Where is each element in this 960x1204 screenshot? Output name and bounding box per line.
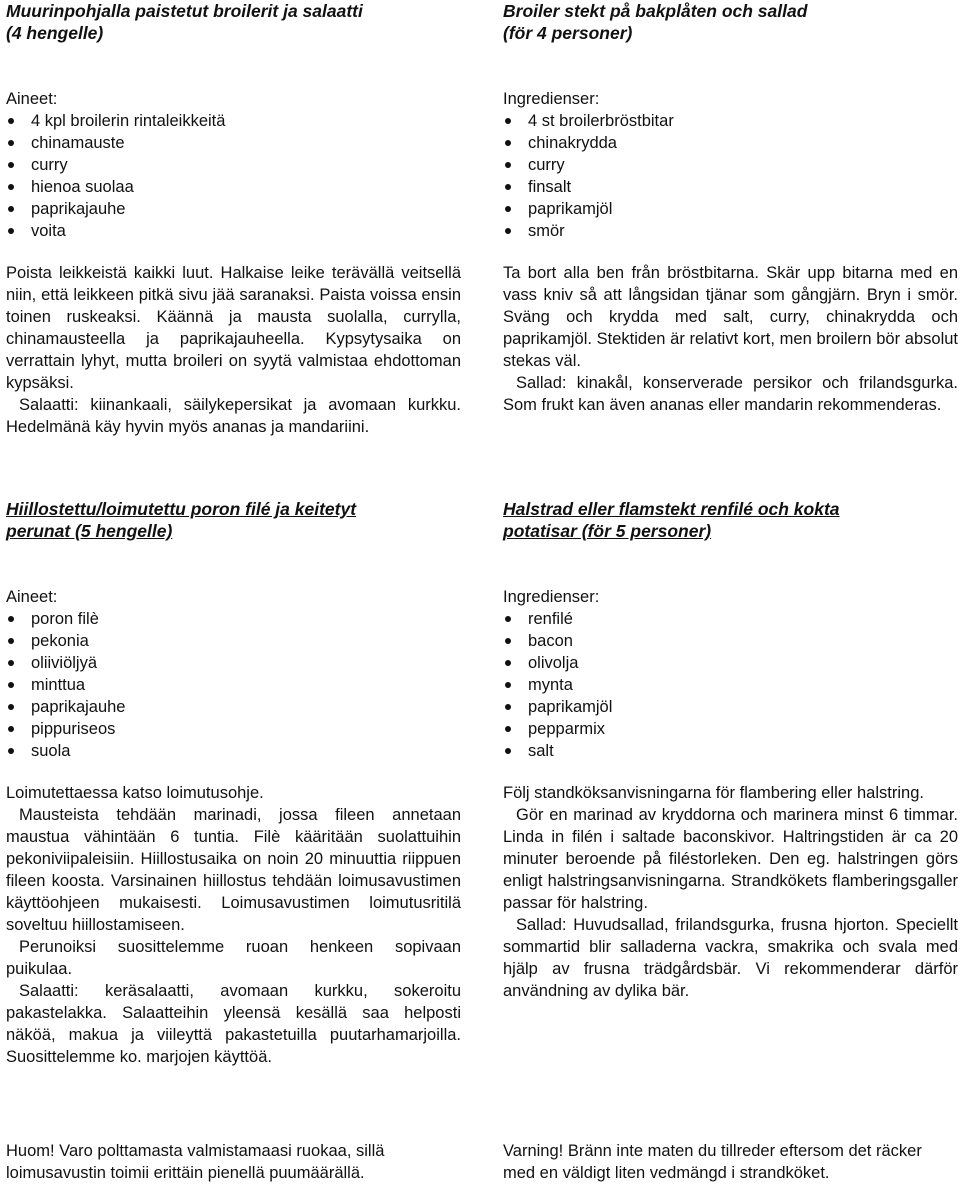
ingredient-item: pepparmix (503, 718, 958, 740)
ingredient-item: mynta (503, 674, 958, 696)
warning-fi (6, 1140, 461, 1184)
recipe-reindeer-fi (6, 498, 461, 1068)
ingredient-item: chinakrydda (503, 132, 958, 154)
bullet-icon (505, 616, 511, 622)
ingredient-item: smör (503, 220, 958, 242)
ingredient-item: olivolja (503, 652, 958, 674)
bullet-icon (8, 704, 14, 710)
bullet-icon (505, 660, 511, 666)
ingredient-item: pippuriseos (6, 718, 461, 740)
ingredient-item: paprikajauhe (6, 696, 461, 718)
ingredient-item: suola (6, 740, 461, 762)
ingredient-item: 4 st broilerbröstbitar (503, 110, 958, 132)
ingredient-item: 4 kpl broilerin rintaleikkeitä (6, 110, 461, 132)
ingredient-list (6, 608, 461, 762)
ingredient-item: oliiviöljyä (6, 652, 461, 674)
warning-text: Varning! Bränn inte maten du tillreder eftersom det räcker med en väldigt liten vedmängd i strandköket. (503, 1142, 922, 1182)
instruction-paragraph: Salaatti: kiinankaali, säilykepersikat ja avomaan kurkku. Hedelmänä käy hyvin myös ananas ja mandariini. (6, 396, 461, 436)
ingredient-item: paprikamjöl (503, 696, 958, 718)
bullet-icon (505, 162, 511, 168)
bullet-icon (8, 162, 14, 168)
bullet-icon (8, 140, 14, 146)
bullet-icon (8, 682, 14, 688)
bullet-icon (8, 638, 14, 644)
recipe-reindeer-sv (503, 498, 958, 1002)
recipe-title: Hiillostettu/loimutettu poron filé ja keitetyt perunat (5 hengelle) (6, 499, 357, 541)
ingredients-label: Aineet: (6, 90, 58, 108)
ingredient-list (6, 110, 461, 242)
bullet-icon (8, 726, 14, 732)
bullet-icon (505, 228, 511, 234)
ingredients-label: Ingredienser: (503, 588, 600, 606)
recipe-title: Halstrad eller flamstekt renfilé och kokta potatisar (för 5 personer) (503, 499, 840, 541)
instruction-paragraph: Gör en marinad av kryddorna och marinera minst 6 timmar. Linda in filén i saltade baconskivor. Haltringstiden är ca 20 minuter beroende på filéstorleken. Den eg. halstringen görs enligt halstringsanvisningarna. Strandkökets flamberingsgaller passar för halstring. (503, 806, 958, 912)
ingredient-item: poron filè (6, 608, 461, 630)
ingredient-item: pekonia (6, 630, 461, 652)
ingredient-item: renfilé (503, 608, 958, 630)
ingredient-item: hienoa suolaa (6, 176, 461, 198)
recipe-broiler-sv (503, 0, 958, 416)
instruction-paragraph: Poista leikkeistä kaikki luut. Halkaise leike terävällä veitsellä niin, että leikkeen pitkä sivu jää saranaksi. Paista voissa ensin toinen ruskeaksi. Käännä ja mausta suolalla, currylla, chinamausteella ja paprikajauheella. Kypsytysaika on verrattain lyhyt, mutta broileri on syytä valmistaa ehdottoman kypsäksi. (6, 264, 461, 392)
recipe-title: Broiler stekt på bakplåten och sallad (för 4 personer) (503, 1, 808, 43)
ingredient-item: curry (6, 154, 461, 176)
bullet-icon (505, 206, 511, 212)
ingredient-list (503, 110, 958, 242)
bullet-icon (505, 140, 511, 146)
bullet-icon (505, 638, 511, 644)
ingredient-item: bacon (503, 630, 958, 652)
bullet-icon (8, 228, 14, 234)
instructions (503, 782, 958, 1002)
instructions (6, 782, 461, 1068)
bullet-icon (8, 118, 14, 124)
bullet-icon (505, 118, 511, 124)
instruction-paragraph: Salaatti: keräsalaatti, avomaan kurkku, sokeroitu pakastelakka. Salaatteihin yleensä kesällä saa helposti näköä, makua ja viileyttä pakastetuilla puutarhamarjoilla. Suosittelemme ko. marjojen käyttöä. (6, 982, 461, 1066)
bullet-icon (8, 660, 14, 666)
ingredients-label: Aineet: (6, 588, 58, 606)
bullet-icon (505, 184, 511, 190)
bullet-icon (8, 748, 14, 754)
instruction-paragraph: Sallad: Huvudsallad, frilandsgurka, frusna hjorton. Speciellt sommartid blir salladerna vackra, smakrika och svala med hjälp av frusna trädgårdsbär. Vi rekommenderar därför användning av dylika bär. (503, 916, 958, 1000)
warning-sv (503, 1140, 958, 1184)
warning-text: Huom! Varo polttamasta valmistamaasi ruokaa, sillä loimusavustin toimii erittäin pienellä puumäärällä. (6, 1142, 385, 1182)
instruction-paragraph: Följ standköksanvisningarna för flambering eller halstring. (503, 784, 924, 802)
ingredients-label: Ingredienser: (503, 90, 600, 108)
ingredient-item: chinamauste (6, 132, 461, 154)
recipe-broiler-fi (6, 0, 461, 438)
ingredient-item: paprikamjöl (503, 198, 958, 220)
bullet-icon (8, 206, 14, 212)
ingredient-item: minttua (6, 674, 461, 696)
ingredient-item: finsalt (503, 176, 958, 198)
instruction-paragraph: Mausteista tehdään marinadi, jossa fileen annetaan maustua vähintään 6 tuntia. Filè kääritään suolattuihin pekoniviipaleisiin. Hiillostusaika on noin 20 minuuttia riippuen fileen koosta. Varsinainen hiillostus tehdään loimusavustimen käyttöohjeen mukaisesti. Loimusavustimen loimutusritilä soveltuu hiillostamiseen. (6, 806, 461, 934)
bullet-icon (505, 704, 511, 710)
bullet-icon (505, 748, 511, 754)
instruction-paragraph: Sallad: kinakål, konserverade persikor och frilandsgurka. Som frukt kan även ananas eller mandarin rekommenderas. (503, 374, 958, 414)
instructions (503, 262, 958, 416)
recipe-title: Muurinpohjalla paistetut broilerit ja salaatti (4 hengelle) (6, 1, 363, 43)
ingredient-item: voita (6, 220, 461, 242)
bullet-icon (8, 184, 14, 190)
ingredient-item: paprikajauhe (6, 198, 461, 220)
bullet-icon (505, 726, 511, 732)
ingredient-list (503, 608, 958, 762)
instructions (6, 262, 461, 438)
bullet-icon (505, 682, 511, 688)
bullet-icon (8, 616, 14, 622)
instruction-paragraph: Loimutettaessa katso loimutusohje. (6, 784, 264, 802)
ingredient-item: salt (503, 740, 958, 762)
instruction-paragraph: Perunoiksi suosittelemme ruoan henkeen sopivaan puikulaa. (6, 938, 461, 978)
ingredient-item: curry (503, 154, 958, 176)
instruction-paragraph: Ta bort alla ben från bröstbitarna. Skär upp bitarna med en vass kniv så att långsidan tjänar som gångjärn. Bryn i smör. Sväng och krydda med salt, curry, chinakrydda och paprikamjöl. Stektiden är relativt kort, men broilern bör absolut stekas väl. (503, 264, 958, 370)
